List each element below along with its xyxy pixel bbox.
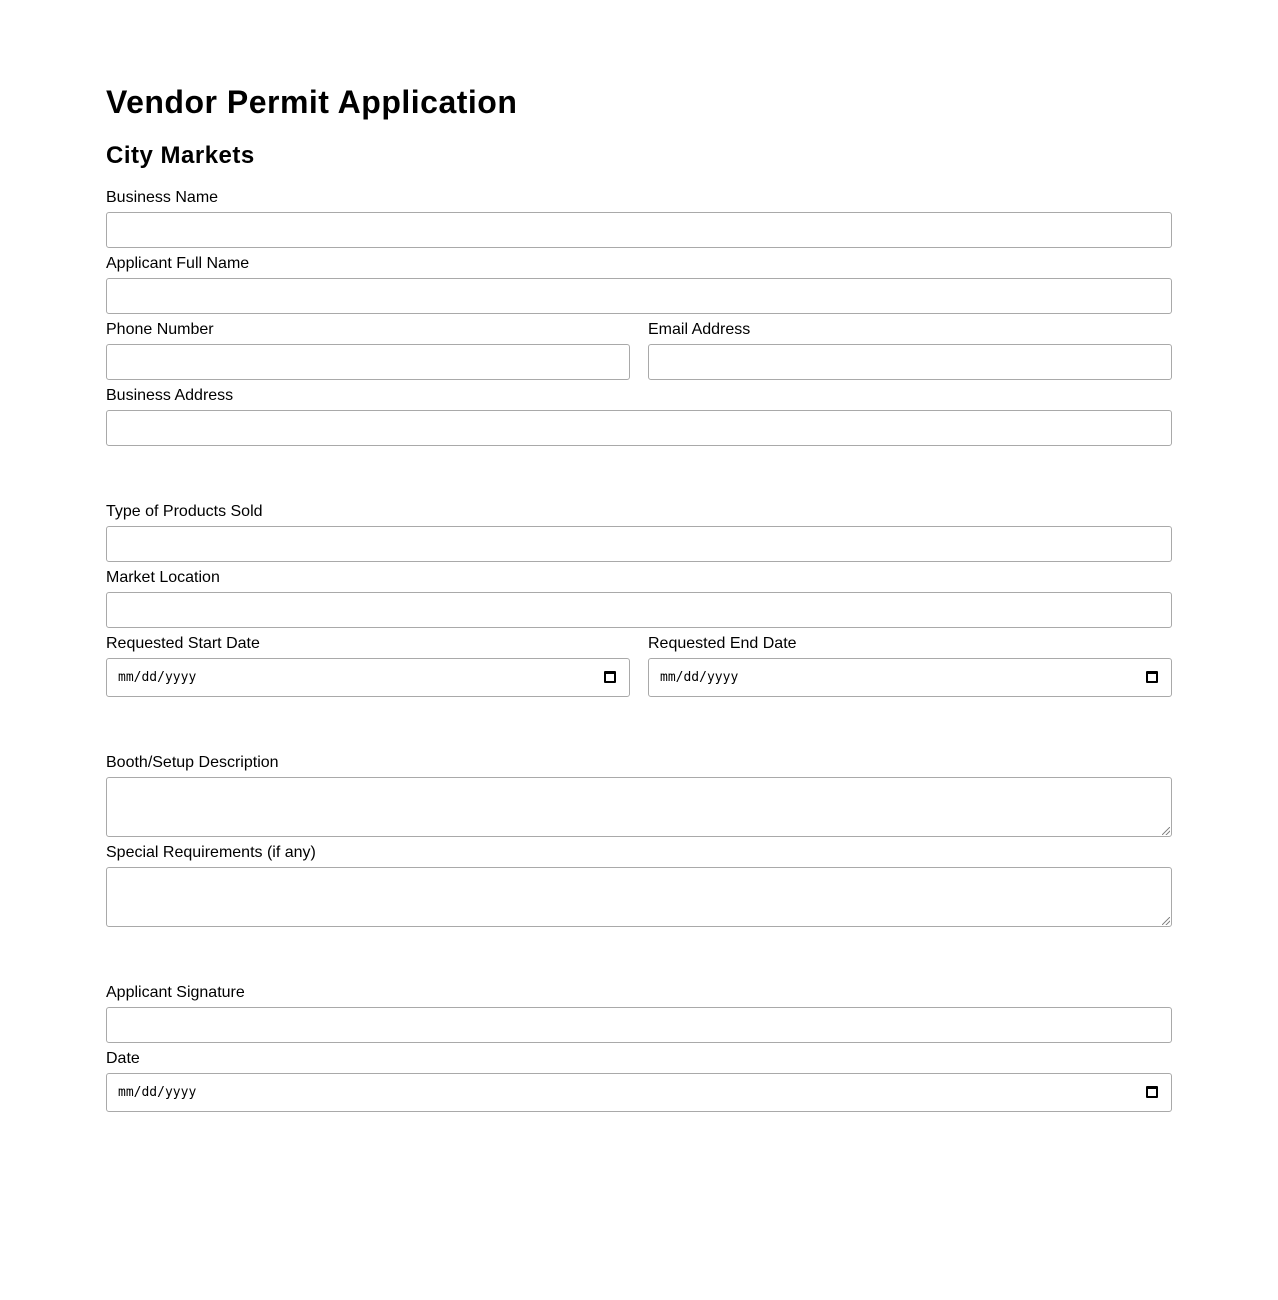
applicant-signature-label: Applicant Signature [106,984,245,1001]
type-of-products-label: Type of Products Sold [106,503,263,520]
type-of-products-input[interactable] [106,526,1172,562]
business-address-label: Business Address [106,387,234,404]
market-location-group [106,569,1172,587]
email-address-group [648,321,1172,339]
market-location-input[interactable] [106,592,1172,628]
date-label: Date [106,1050,140,1067]
applicant-signature-input[interactable] [106,1007,1172,1043]
calendar-icon[interactable] [604,671,616,683]
business-address-input[interactable] [106,410,1172,446]
business-name-group [106,189,1172,207]
phone-number-group [106,321,630,339]
special-requirements-label: Special Requirements (if any) [106,844,316,861]
email-address-label: Email Address [648,321,751,338]
applicant-signature-group [106,984,1172,1002]
requested-end-date-input[interactable] [648,658,1172,697]
email-address-input[interactable] [648,344,1172,380]
requested-start-date-label: Requested Start Date [106,635,260,652]
business-name-label: Business Name [106,189,219,206]
date-placeholder: mm/dd/yyyy [118,670,197,685]
date-input[interactable] [106,1073,1172,1112]
page-title: Vendor Permit Application [106,84,518,120]
special-requirements-group [106,844,1172,862]
requested-end-date-group [648,635,1172,685]
date-placeholder: mm/dd/yyyy [118,1085,197,1100]
booth-setup-description-label: Booth/Setup Description [106,754,279,771]
resize-grip-icon[interactable] [1162,827,1170,835]
applicant-full-name-group [106,255,1172,273]
calendar-icon[interactable] [1146,671,1158,683]
applicant-full-name-input[interactable] [106,278,1172,314]
market-location-label: Market Location [106,569,220,586]
booth-setup-description-group [106,754,1172,772]
type-of-products-group [106,503,1172,521]
date-placeholder: mm/dd/yyyy [660,670,739,685]
requested-start-date-input[interactable] [106,658,630,697]
applicant-full-name-label: Applicant Full Name [106,255,250,272]
page-subtitle: City Markets [106,142,255,169]
requested-start-date-group [106,635,630,685]
requested-end-date-label: Requested End Date [648,635,797,652]
date-group [106,1050,1172,1100]
resize-grip-icon[interactable] [1162,917,1170,925]
phone-number-label: Phone Number [106,321,214,338]
business-address-group [106,387,1172,405]
special-requirements-textarea[interactable] [106,867,1172,927]
phone-number-input[interactable] [106,344,630,380]
calendar-icon[interactable] [1146,1086,1158,1098]
booth-setup-description-textarea[interactable] [106,777,1172,837]
business-name-input[interactable] [106,212,1172,248]
